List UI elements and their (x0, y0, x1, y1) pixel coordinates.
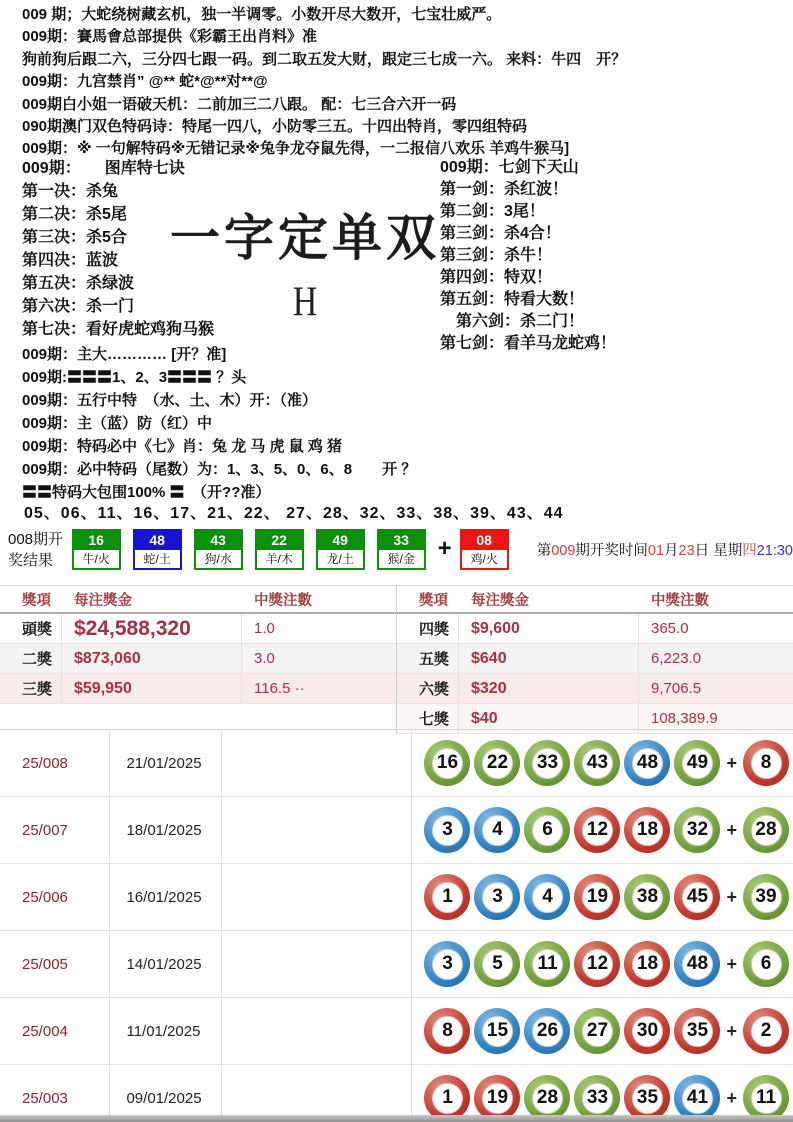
prize-name: 三獎 (0, 674, 62, 703)
prize-count: 365.0 (651, 620, 689, 637)
tip-line: 009期：主（蓝）防（红）中 (22, 415, 213, 432)
prize-count: 3.0 (254, 650, 275, 667)
qijian-line: 第五剑：特看大数！ (440, 291, 585, 308)
lotto-ball (424, 807, 470, 853)
qijian-line: 第七剑：看羊马龙蛇鸡！ (440, 335, 617, 352)
prize-header-row (0, 586, 396, 614)
ball-number: 6 (751, 949, 782, 980)
lotto-ball (424, 874, 470, 920)
qijian-header: 009期：七剑下天山 (440, 159, 579, 176)
draw-date: 18/01/2025 (110, 797, 221, 863)
ball-number: 32 (682, 815, 713, 846)
result-ball-box (316, 529, 365, 570)
plus-icon: + (726, 886, 737, 907)
lotto-ball (674, 807, 720, 853)
history-row (0, 797, 793, 864)
ball-number: 12 (582, 949, 613, 980)
draw-info-segment: 日 星期 (694, 542, 743, 559)
result-ball-box (255, 529, 304, 570)
qijue-line: 第一决：杀兔 (22, 183, 119, 200)
prize-amount: $59,950 (62, 674, 242, 703)
ball-number: 28 (532, 1083, 563, 1114)
empty-cell (222, 730, 413, 796)
lotto-ball (574, 807, 620, 853)
ball-number: 3 (432, 815, 463, 846)
lotto-ball (524, 1008, 570, 1054)
issue-number: 25/006 (0, 864, 110, 930)
ball-number: 16 (432, 748, 463, 779)
ball-number: 48 (135, 531, 180, 550)
prize-amount: $9,600 (459, 614, 639, 643)
lotto-ball (524, 740, 570, 786)
ball-number: 16 (74, 531, 119, 550)
lotto-ball (674, 1008, 720, 1054)
lotto-ball (674, 874, 720, 920)
prize-amount: $40 (459, 704, 639, 733)
tip-line: 009期：必中特码（尾数）为：1、3、5、0、6、8 开 ？ (22, 461, 417, 478)
history-row (0, 998, 793, 1065)
lotto-ball (424, 740, 470, 786)
prize-name: 六獎 (397, 674, 459, 703)
empty-cell (222, 931, 413, 997)
result-label: 008期开奖结果 (8, 531, 64, 569)
banner-mark: H (292, 279, 318, 326)
result-ball-box (377, 529, 426, 570)
ball-number: 38 (632, 882, 663, 913)
qijue-line: 第三决：杀5合 (22, 229, 127, 246)
drawn-balls (412, 874, 793, 920)
ball-number: 26 (532, 1016, 563, 1047)
prize-amount: $320 (459, 674, 639, 703)
ball-number: 41 (682, 1083, 713, 1114)
prediction-line: 090期澳门双色特码诗：特尾一四八，小防零三五。十四出特肖，零四组特码 (22, 118, 528, 136)
qijue-line: 第四决：蓝波 (22, 252, 119, 269)
lotto-ball (474, 807, 520, 853)
result-balls (72, 529, 521, 570)
qijian-line: 第三剑：杀牛！ (440, 247, 553, 264)
prediction-line: 009期：※ 一句解特码※无错记录※兔争龙夺鼠先得，一二报信八欢乐 羊鸡牛猴马] (22, 140, 570, 158)
lotto-ball (524, 874, 570, 920)
ball-number: 8 (751, 748, 782, 779)
ball-zodiac: 羊/木 (257, 550, 302, 568)
qijian-line: 第六剑：杀二门！ (440, 313, 585, 330)
draw-info-segment: 第 (536, 542, 552, 559)
prize-header-cell: 獎項 (22, 592, 51, 609)
qijue-line: 第七决：看好虎蛇鸡狗马猴 (22, 321, 215, 338)
ball-number: 33 (379, 531, 424, 550)
lotto-ball (574, 874, 620, 920)
prize-row (0, 674, 396, 704)
result-ball-box (460, 529, 509, 570)
special-ball (743, 874, 789, 920)
result-ball-box (194, 529, 243, 570)
prize-header-cell: 中獎注數 (651, 592, 709, 609)
qijue-line: 第五决：杀绿波 (22, 275, 135, 292)
ball-number: 19 (582, 882, 613, 913)
prize-amount: $24,588,320 (62, 614, 242, 643)
plus-icon: + (726, 819, 737, 840)
lotto-ball (674, 740, 720, 786)
ball-number: 45 (682, 882, 713, 913)
result-bar (0, 526, 793, 572)
prize-row (0, 644, 396, 674)
prize-row (397, 674, 793, 704)
ball-number: 39 (751, 882, 782, 913)
top-predictions (22, 4, 782, 161)
qijian-line: 第四剑：特双！ (440, 269, 553, 286)
issue-number: 25/007 (0, 797, 110, 863)
prize-table-right (396, 586, 793, 734)
qijue-line: 第二决：杀5尾 (22, 206, 127, 223)
lotto-ball (524, 807, 570, 853)
lotto-ball (674, 941, 720, 987)
ball-number: 49 (682, 748, 713, 779)
lotto-ball (624, 941, 670, 987)
special-ball (743, 807, 789, 853)
draw-date: 14/01/2025 (110, 931, 221, 997)
prize-name: 五獎 (397, 644, 459, 673)
lotto-ball (474, 874, 520, 920)
empty-cell (222, 864, 413, 930)
draw-date: 21/01/2025 (110, 730, 221, 796)
qijian-line: 第一剑：杀红波！ (440, 181, 569, 198)
history-row (0, 864, 793, 931)
ball-number: 48 (632, 748, 663, 779)
ball-number: 11 (532, 949, 563, 980)
ball-number: 08 (462, 531, 507, 550)
draw-date: 16/01/2025 (110, 864, 221, 930)
ball-number: 27 (582, 1016, 613, 1047)
result-ball-box (133, 529, 182, 570)
ball-zodiac: 狗/水 (196, 550, 241, 568)
prize-amount: $640 (459, 644, 639, 673)
ball-number: 43 (582, 748, 613, 779)
plus-icon: + (726, 953, 737, 974)
history-table (0, 729, 793, 1122)
draw-info-segment: 21:30 (756, 542, 793, 559)
issue-number: 25/003 (0, 1065, 110, 1122)
tip-line: 〓〓特码大包围100% 〓 （开??准） (22, 484, 271, 501)
ball-number: 4 (532, 882, 563, 913)
drawn-balls (412, 941, 793, 987)
ball-number: 15 (482, 1016, 513, 1047)
plus-icon: + (437, 535, 452, 562)
tip-line: 009期：主大………… [开？准] (22, 346, 227, 363)
prize-name: 頭獎 (0, 614, 62, 643)
mid-tips (22, 343, 416, 504)
prize-header-cell: 每注獎金 (74, 592, 132, 609)
prize-count: 6,223.0 (651, 650, 702, 667)
prediction-line: 狗前狗后跟二六，三分四七跟一码。到二取五发大财，跟定三七成一六。 来料：牛四 开？ (22, 50, 627, 68)
prize-row (397, 614, 793, 644)
ball-zodiac: 蛇/土 (135, 550, 180, 568)
ball-number: 8 (432, 1016, 463, 1047)
prize-count: 108,389.9 (651, 710, 718, 727)
ball-number: 35 (682, 1016, 713, 1047)
ball-zodiac: 鸡/火 (462, 550, 507, 568)
issue-number: 25/008 (0, 730, 110, 796)
lotto-ball (624, 1008, 670, 1054)
next-draw-info (537, 539, 793, 560)
ball-number: 11 (751, 1083, 782, 1114)
lotto-ball (624, 807, 670, 853)
ball-number: 33 (532, 748, 563, 779)
issue-number: 25/005 (0, 931, 110, 997)
prize-header-cell: 獎項 (419, 592, 448, 609)
draw-info-segment: 01 (647, 542, 665, 559)
lotto-ball (474, 941, 520, 987)
ball-number: 33 (582, 1083, 613, 1114)
prize-count: 116.5 ·· (254, 680, 305, 697)
ball-number: 43 (196, 531, 241, 550)
ball-number: 6 (532, 815, 563, 846)
ball-number: 30 (632, 1016, 663, 1047)
tip-line: 009期：特码必中《七》肖：兔 龙 马 虎 鼠 鸡 猪 (22, 438, 343, 455)
lotto-ball (574, 941, 620, 987)
empty-cell (222, 797, 413, 863)
lotto-ball (574, 740, 620, 786)
ball-number: 3 (482, 882, 513, 913)
prize-tables (0, 585, 793, 734)
prize-amount: $873,060 (62, 644, 242, 673)
ball-number: 22 (482, 748, 513, 779)
ball-zodiac: 牛/火 (74, 550, 119, 568)
prize-count: 9,706.5 (651, 680, 702, 697)
special-ball (743, 1008, 789, 1054)
draw-info-segment: 月 (664, 542, 679, 559)
ball-number: 4 (482, 815, 513, 846)
ball-number: 22 (257, 531, 302, 550)
draw-date: 11/01/2025 (110, 998, 221, 1064)
tip-line: 009期:〓〓〓1、2、3〓〓〓 ？头 (22, 369, 247, 386)
prize-name: 二獎 (0, 644, 62, 673)
empty-cell (222, 1065, 413, 1122)
plus-icon: + (726, 1087, 737, 1108)
prediction-line: 009期：賽馬會总部提供《彩霸王出肖料》准 (22, 28, 318, 46)
draw-info-segment: 009 (551, 542, 576, 559)
ball-number: 18 (632, 949, 663, 980)
qijian-section (440, 157, 616, 355)
prediction-line: 009期白小姐一语破天机：二前加三二八跟。 配：七三合六开一码 (22, 95, 457, 113)
prediction-line: 009期：九宫禁肖” @** 蛇*@**对**@ (22, 73, 268, 91)
ball-number: 12 (582, 815, 613, 846)
plus-icon: + (726, 1020, 737, 1041)
prize-row (397, 644, 793, 674)
prize-name: 七獎 (397, 704, 459, 733)
ball-number: 48 (682, 949, 713, 980)
history-row (0, 730, 793, 797)
ball-number: 5 (482, 949, 513, 980)
prize-row (0, 614, 396, 644)
result-ball-box (72, 529, 121, 570)
qijue-line: 第六决：杀一门 (22, 298, 135, 315)
qijue-header: 009期： 图库特七诀 (22, 160, 185, 177)
special-ball (743, 740, 789, 786)
lotto-ball (474, 1008, 520, 1054)
ball-number: 3 (432, 949, 463, 980)
history-row (0, 1065, 793, 1122)
prize-header-cell: 每注獎金 (471, 592, 529, 609)
ball-zodiac: 龙/土 (318, 550, 363, 568)
prize-header-row (397, 586, 793, 614)
prediction-line: 009 期；大蛇绕树藏玄机，独一半调零。小数开尽大数开，七宝壮威严。 (22, 6, 502, 23)
qijian-line: 第三剑：杀4合！ (440, 225, 561, 242)
ball-number: 2 (751, 1016, 782, 1047)
ball-zodiac: 猴/金 (379, 550, 424, 568)
lotto-ball (574, 1008, 620, 1054)
qijian-line: 第二剑：3尾！ (440, 203, 545, 220)
plus-icon: + (726, 752, 737, 773)
ball-number: 35 (632, 1083, 663, 1114)
drawn-balls (412, 740, 793, 786)
history-row (0, 931, 793, 998)
draw-info-segment: 期开奖时间 (575, 542, 648, 559)
number-coverage-line: 05、06、11、16、17、21、22、 27、28、32、33、38、39、43、44 (24, 505, 564, 522)
ball-number: 1 (432, 882, 463, 913)
bottom-bar (0, 1115, 793, 1122)
ball-number: 18 (632, 815, 663, 846)
drawn-balls (412, 1008, 793, 1054)
prize-header-cell: 中獎注數 (254, 592, 312, 609)
lotto-ball (424, 941, 470, 987)
drawn-balls (412, 807, 793, 853)
lotto-ball (624, 740, 670, 786)
ball-number: 19 (482, 1083, 513, 1114)
issue-number: 25/004 (0, 998, 110, 1064)
lotto-ball (524, 941, 570, 987)
lotto-ball (624, 874, 670, 920)
ball-number: 49 (318, 531, 363, 550)
banner-title: 一字定单双 (170, 210, 440, 266)
ball-number: 28 (751, 815, 782, 846)
empty-cell (222, 998, 413, 1064)
prize-count: 1.0 (254, 620, 275, 637)
prize-table-left (0, 586, 396, 734)
lotto-ball (424, 1008, 470, 1054)
banner (170, 198, 440, 326)
draw-date: 09/01/2025 (110, 1065, 221, 1122)
draw-info-segment: 四 (742, 542, 757, 559)
ball-number: 1 (432, 1083, 463, 1114)
draw-info-segment: 23 (678, 542, 695, 559)
special-ball (743, 941, 789, 987)
lotto-ball (474, 740, 520, 786)
prize-name: 四獎 (397, 614, 459, 643)
tip-line: 009期：五行中特 （水、土、木）开：（准） (22, 392, 318, 409)
